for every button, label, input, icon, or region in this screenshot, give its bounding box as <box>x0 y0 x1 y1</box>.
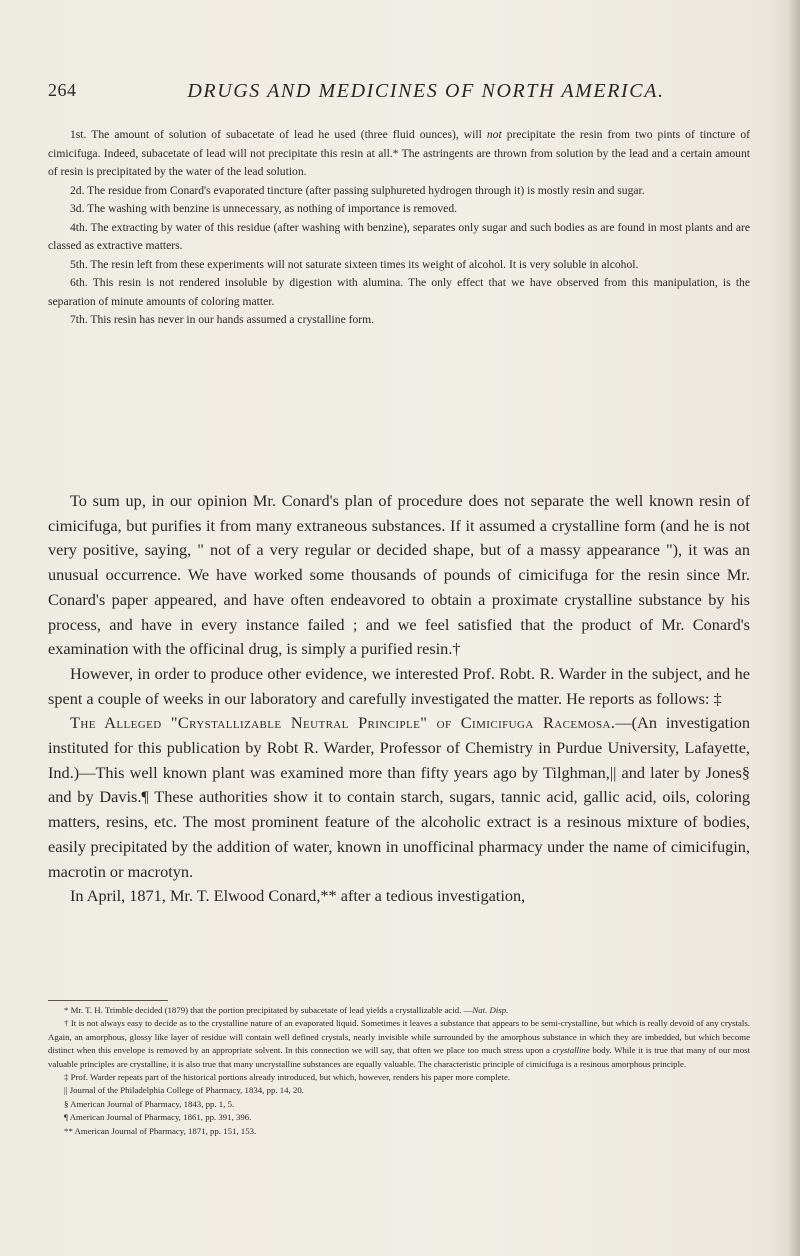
conard-paragraph: In April, 1871, Mr. T. Elwood Conard,** after a tedious investigation, <box>70 886 526 906</box>
numbered-findings <box>48 126 750 330</box>
page-number: 264 <box>48 80 77 100</box>
emphasis-not: not <box>486 128 502 141</box>
footnote-3: ‡ Prof. Warder repeats part of the historical portions already introduced, but which, however, renders his paper more complete. <box>64 1072 511 1083</box>
footnote-1: * Mr. T. H. Trimble decided (1879) that the portion precipitated by subacetate of lead yields a crystallizable acid. —Nat. Disp. <box>64 1005 509 1015</box>
footnote-6: ¶ American Journal of Pharmacy, 1861, pp. 391, 396. <box>64 1112 252 1123</box>
finding-3: 3d. The washing with benzine is unnecessary, as nothing of importance is removed. <box>70 202 458 215</box>
page-edge-shadow <box>788 0 800 1256</box>
finding-5: 5th. The resin left from these experiments will not saturate sixteen times its weight of alcohol. It is very soluble in alcohol. <box>70 257 639 271</box>
finding-1: 1st. The amount of solution of subacetate of lead he used (three fluid ounces), will not precipitate the resin from two pints of tincture of cimicifuga. Indeed, subacetate of lead will not precipitate this resin at all.* The astringents are thrown from solution by the lead and a certain amount of resin is precipitated by the water of the lead solution. <box>48 128 750 178</box>
summary-paragraph: To sum up, in our opinion Mr. Conard's plan of procedure does not separate the well known resin of cimicifuga, but purifies it from many extraneous substances. If it assumed a crystalline form (and he is not very positive, saying, " not of a very regular or decided shape, but of a massy appearance "), it was an unusual occurrence. We have worked some thousands of pounds of cimicifuga for the resin since Mr. Conard's paper appeared, and have often endeavored to obtain a proximate crystalline substance by his process, and have in every instance failed ; and we feel satisfied that the product of Mr. Conard's examination with the officinal drug, is simply a purified resin.† <box>48 491 750 659</box>
footnote-7: ** American Journal of Pharmacy, 1871, pp. 151, 153. <box>64 1125 257 1136</box>
finding-6: 6th. This resin is not rendered insoluble by digestion with alumina. The only effect that we have observed from this manipulation, is the separation of minute amounts of coloring matter. <box>48 276 750 308</box>
main-text <box>48 489 750 909</box>
page-header <box>48 80 748 110</box>
finding-2: 2d. The residue from Conard's evaporated tincture (after passing sulphureted hydrogen through it) is mostly resin and sugar. <box>70 183 645 197</box>
running-title: DRUGS AND MEDICINES OF NORTH AMERICA. <box>187 80 665 102</box>
warder-paragraph: However, in order to produce other evidence, we interested Prof. Robt. R. Warder in the subject, and he spent a couple of weeks in our laboratory and carefully investigated the matter. He reports as follows: ‡ <box>48 663 750 708</box>
investigation-text: —(An investigation instituted for this publication by Robt R. Warder, Professor of Chemistry in Purdue University, Lafayette, Ind.)—This well known plant was examined more than fifty years ago by Tilghman,|| and later by Jones§ and by Davis.¶ These authorities show it to contain starch, sugars, tannic acid, gallic acid, oils, coloring matters, resins, etc. The most prominent feature of the alcoholic extract is a resinous mixture of bodies, easily precipitated by the addition of water, known in unofficinal pharmacy under the name of cimicifugin, macrotin or macrotyn. <box>48 713 750 881</box>
section-heading: The Alleged "Crystallizable Neutral Principle" of Cimicifuga Racemosa. <box>70 713 616 733</box>
footnotes <box>48 1004 750 1138</box>
finding-4: 4th. The extracting by water of this residue (after washing with benzine), separates only sugar and such bodies as are found in most plants and are classed as extractive matters. <box>48 220 750 252</box>
footnote-2: † It is not always easy to decide as to the crystalline nature of an evaporated liquid. Sometimes it leaves a substance that appears to be semi-crystalline, but which is really devoid of any crystals. Again, an amorphous, glossy like layer of residue will contain well defined crystals, nearly invisible while surrounded by the amorphous substance in which they are imbedded, but which become distinct when this envelope is removed by an appropriate solvent. In this connection we will say, that often we place too much stress upon a crystalline body. While it is true that many of our most valuable principles are crystalline, it is also true that many uncrystalline substances are equally valuable. The characteristic principle of cimicifuga is a resinous amorphous principle. <box>48 1018 750 1069</box>
footnote-4: || Journal of the Philadelphia College of Pharmacy, 1834, pp. 14, 20. <box>64 1085 304 1096</box>
footnote-rule <box>48 1000 168 1001</box>
finding-7: 7th. This resin has never in our hands assumed a crystalline form. <box>70 313 375 326</box>
footnote-5: § American Journal of Pharmacy, 1843, pp. 1, 5. <box>64 1098 235 1109</box>
investigation-paragraph <box>48 711 750 884</box>
